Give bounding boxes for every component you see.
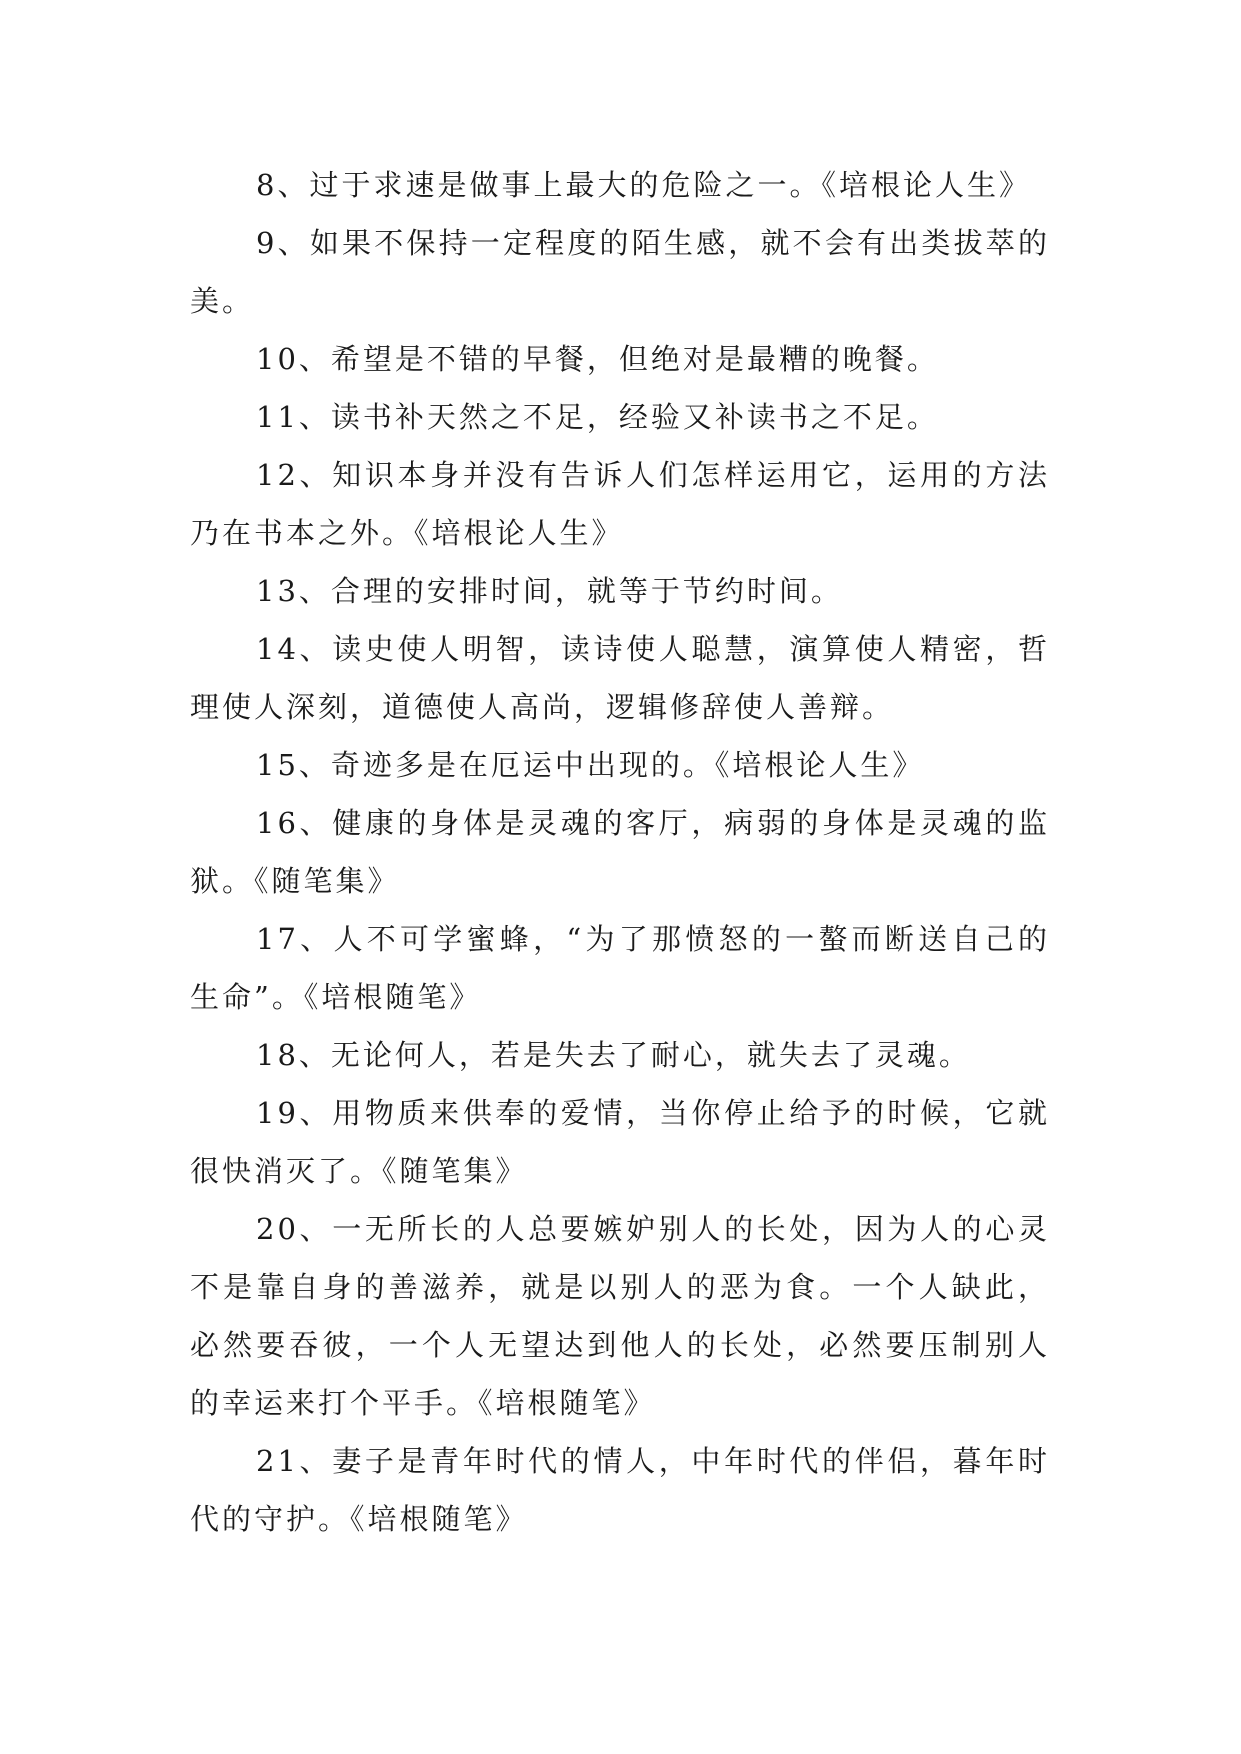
quote-paragraph: 10、希望是不错的早餐，但绝对是最糟的晚餐。	[256, 342, 939, 376]
quote-paragraph: 8、过于求速是做事上最大的危险之一。《培根论人生》	[256, 168, 1031, 202]
quote-paragraph: 18、无论何人，若是失去了耐心，就失去了灵魂。	[256, 1038, 971, 1072]
quote-paragraph: 16、健康的身体是灵魂的客厅，病弱的身体是灵魂的监狱。《随笔集》	[190, 806, 1050, 898]
quote-paragraph: 12、知识本身并没有告诉人们怎样运用它，运用的方法乃在书本之外。《培根论人生》	[190, 458, 1050, 550]
quote-paragraph: 14、读史使人明智，读诗使人聪慧，演算使人精密，哲理使人深刻，道德使人高尚，逻辑修辞使人善辩。	[190, 632, 1050, 724]
quote-paragraph: 17、人不可学蜜蜂，“为了那愤怒的一螯而断送自己的生命”。《培根随笔》	[190, 922, 1050, 1014]
quote-paragraph: 21、妻子是青年时代的情人，中年时代的伴侣，暮年时代的守护。《培根随笔》	[190, 1444, 1050, 1536]
quote-paragraph: 9、如果不保持一定程度的陌生感，就不会有出类拔萃的美。	[190, 226, 1050, 318]
quote-paragraph: 11、读书补天然之不足，经验又补读书之不足。	[256, 400, 939, 434]
quote-paragraph: 13、合理的安排时间，就等于节约时间。	[256, 574, 843, 608]
quote-list	[190, 156, 1050, 1548]
quote-paragraph: 20、一无所长的人总要嫉妒别人的长处，因为人的心灵不是靠自身的善滋养，就是以别人的恶为食。一个人缺此，必然要吞彼，一个人无望达到他人的长处，必然要压制别人的幸运来打个平手。《培根随笔》	[190, 1212, 1050, 1420]
quote-paragraph: 19、用物质来供奉的爱情，当你停止给予的时候，它就很快消灭了。《随笔集》	[190, 1096, 1050, 1188]
quote-paragraph: 15、奇迹多是在厄运中出现的。《培根论人生》	[256, 748, 925, 782]
